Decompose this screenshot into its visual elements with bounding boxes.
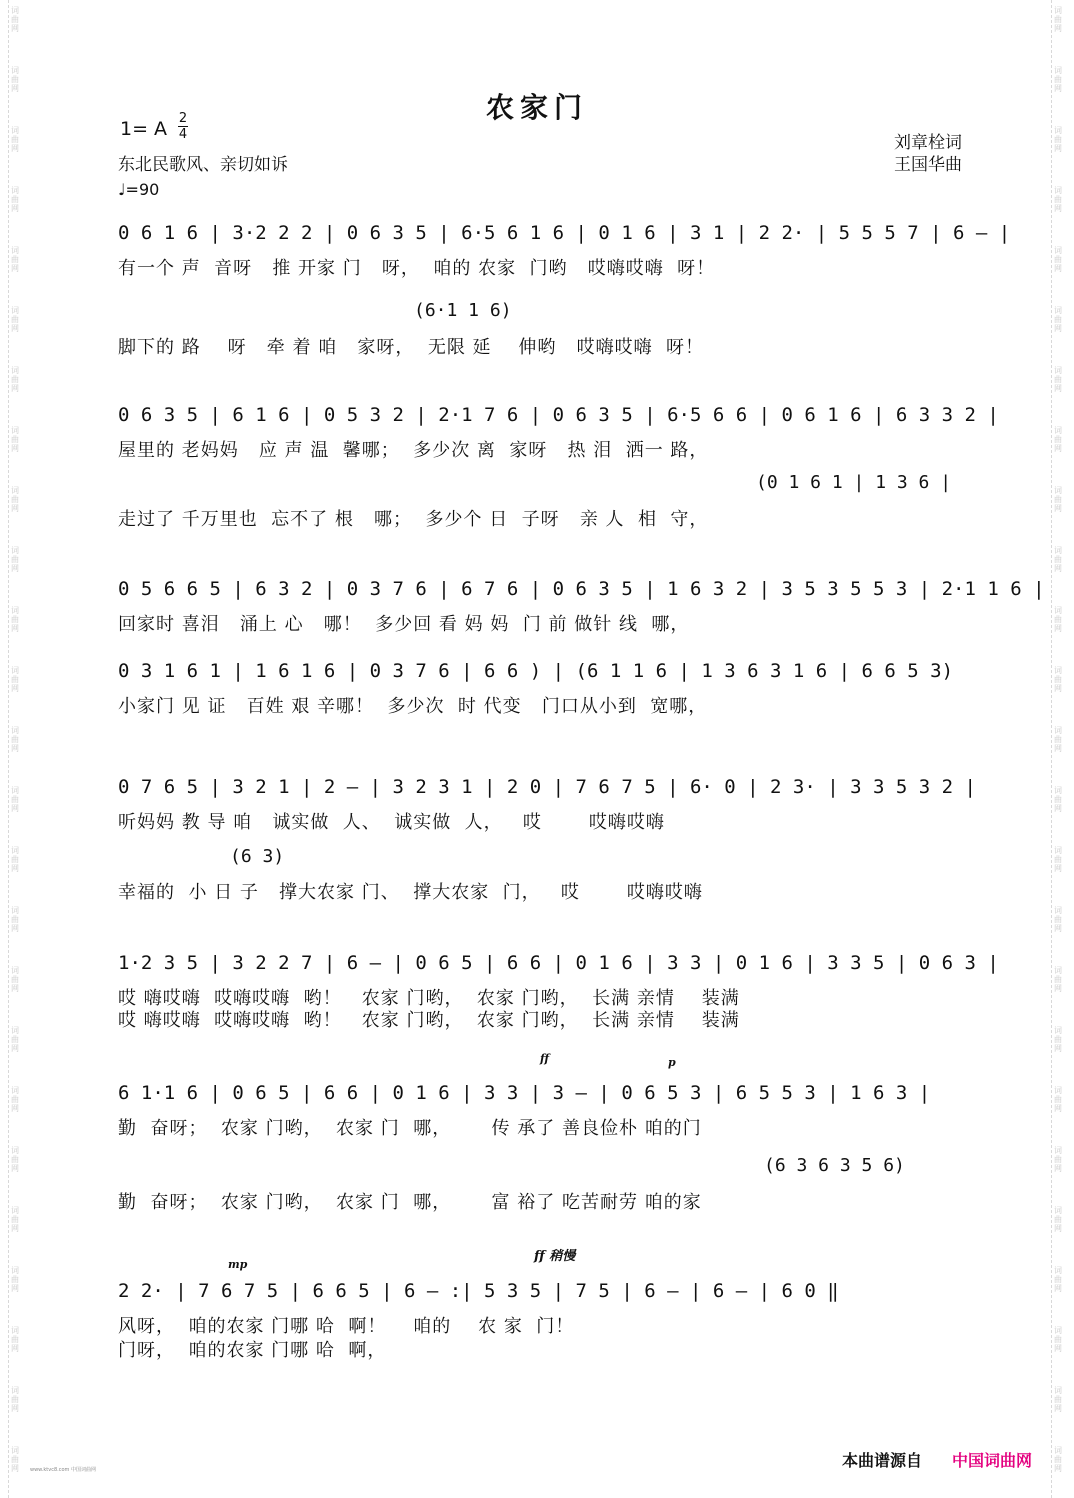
left-watermark-strip xyxy=(8,0,23,1498)
bracketed-notation: (0 1 6 1 | 1 3 6 | xyxy=(756,472,952,493)
watermark-text: 词 曲 网 xyxy=(1054,186,1062,213)
watermark-text: 词 曲 网 xyxy=(11,906,19,933)
source-label: 本曲谱源自 xyxy=(842,1451,923,1470)
right-watermark-strip xyxy=(1051,0,1066,1498)
lyricist-credit: 刘章栓词 xyxy=(894,133,962,153)
style-marking: 东北民歌风、亲切如诉 xyxy=(118,155,288,175)
composer-credit: 王国华曲 xyxy=(894,155,962,175)
bracketed-notation: (6 3 6 3 5 6) xyxy=(764,1155,905,1176)
lyric-line: 哎 嗨哎嗨 哎嗨哎嗨 哟！ 农家 门哟， 农家 门哟， 长满 亲情 装满 xyxy=(118,1010,740,1031)
watermark-text: 词 曲 网 xyxy=(1054,486,1062,513)
key-signature: 1= A xyxy=(120,118,168,140)
lyric-line: 哎 嗨哎嗨 哎嗨哎嗨 哟！ 农家 门哟， 农家 门哟， 长满 亲情 装满 xyxy=(118,988,740,1009)
dynamic-ff-slower: ff 稍慢 xyxy=(534,1249,576,1264)
watermark-text: 词 曲 网 xyxy=(1054,726,1062,753)
watermark-text: 词 曲 网 xyxy=(1054,366,1062,393)
watermark-text: 词 曲 网 xyxy=(11,126,19,153)
time-signature xyxy=(178,112,188,141)
watermark-text: 词 曲 网 xyxy=(1054,1086,1062,1113)
lyric-line: 小家门 见 证 百姓 艰 辛哪！ 多少次 时 代变 门口从小到 宽哪， xyxy=(118,696,708,717)
watermark-text: 词 曲 网 xyxy=(1054,1206,1062,1233)
notation-row: 0 7 6 5 | 3 2 1 | 2 — | 3 2 3 1 | 2 0 | 7 6 7 5 | 6· 0 | 2 3· | 3 3 5 3 2 | xyxy=(118,776,976,798)
watermark-text: 词 曲 网 xyxy=(11,1026,19,1053)
watermark-text: 词 曲 网 xyxy=(1054,246,1062,273)
watermark-text: 词 曲 网 xyxy=(11,306,19,333)
lyric-line: 勤 奋呀； 农家 门哟， 农家 门 哪， 传 承了 善良俭朴 咱的门 xyxy=(118,1118,702,1139)
notation-row: 2 2· | 7 6 7 5 | 6 6 5 | 6 — :| 5 3 5 | 7 5 | 6 — | 6 — | 6 0 ‖ xyxy=(118,1280,839,1302)
dynamic-p: p xyxy=(668,1056,676,1069)
watermark-text: 词 曲 网 xyxy=(1054,306,1062,333)
watermark-text: 词 曲 网 xyxy=(1054,606,1062,633)
lyric-line: 风呀， 咱的农家 门哪 哈 啊！ 咱的 农 家 门！ xyxy=(118,1316,575,1337)
notation-row: 0 6 1 6 | 3·2 2 2 | 0 6 3 5 | 6·5 6 1 6 | 0 1 6 | 3 1 | 2 2· | 5 5 5 7 | 6 — | xyxy=(118,222,1011,244)
watermark-text: 词 曲 网 xyxy=(11,66,19,93)
lyric-line: 脚下的 路 呀 牵 着 咱 家呀， 无限 延 伸哟 哎嗨哎嗨 呀！ xyxy=(118,337,705,358)
lyric-line: 勤 奋呀； 农家 门哟， 农家 门 哪， 富 裕了 吃苦耐劳 咱的家 xyxy=(118,1192,702,1213)
watermark-text: 词 曲 网 xyxy=(11,666,19,693)
watermark-text: 词 曲 网 xyxy=(11,726,19,753)
watermark-text: 词 曲 网 xyxy=(1054,6,1062,33)
watermark-text: 词 曲 网 xyxy=(11,1146,19,1173)
dynamic-mp: mp xyxy=(228,1258,248,1271)
watermark-text: 词 曲 网 xyxy=(1054,66,1062,93)
watermark-text: 词 曲 网 xyxy=(11,1206,19,1233)
song-title: 农家门 xyxy=(485,91,588,124)
dynamic-ff: ff xyxy=(540,1052,550,1065)
watermark-text: 词 曲 网 xyxy=(1054,1146,1062,1173)
watermark-text: 词 曲 网 xyxy=(11,606,19,633)
watermark-text: 词 曲 网 xyxy=(11,6,19,33)
notation-row: 0 3 1 6 1 | 1 6 1 6 | 0 3 7 6 | 6 6 ) | (6 1 1 6 | 1 3 6 3 1 6 | 6 6 5 3) xyxy=(118,660,954,682)
watermark-text: 词 曲 网 xyxy=(11,786,19,813)
watermark-text: 词 曲 网 xyxy=(1054,426,1062,453)
watermark-text: 词 曲 网 xyxy=(11,846,19,873)
watermark-text: 词 曲 网 xyxy=(11,1266,19,1293)
watermark-text: 词 曲 网 xyxy=(1054,1326,1062,1353)
watermark-text: 词 曲 网 xyxy=(1054,966,1062,993)
brand-link[interactable]: 中国词曲网 xyxy=(952,1451,1033,1470)
watermark-text: 词 曲 网 xyxy=(11,1386,19,1413)
tiny-site-text: www.ktvc8.com 中国词曲网 xyxy=(30,1467,97,1473)
notation-row: 6 1·1 6 | 0 6 5 | 6 6 | 0 1 6 | 3 3 | 3 — | 0 6 5 3 | 6 5 5 3 | 1 6 3 | xyxy=(118,1082,931,1104)
notation-row: 1·2 3 5 | 3 2 2 7 | 6 — | 0 6 5 | 6 6 | 0 1 6 | 3 3 | 0 1 6 | 3 3 5 | 0 6 3 | xyxy=(118,952,999,974)
watermark-text: 词 曲 网 xyxy=(1054,1446,1062,1473)
lyric-line: 门呀， 咱的农家 门哪 哈 啊， xyxy=(118,1340,387,1361)
tempo-marking: ♩=90 xyxy=(118,180,160,199)
time-signature-bottom: 4 xyxy=(178,127,188,142)
watermark-text: 词 曲 网 xyxy=(1054,1026,1062,1053)
watermark-text: 词 曲 网 xyxy=(1054,1266,1062,1293)
watermark-text: 词 曲 网 xyxy=(1054,546,1062,573)
watermark-text: 词 曲 网 xyxy=(1054,666,1062,693)
notation-row: 0 5 6 6 5 | 6 3 2 | 0 3 7 6 | 6 7 6 | 0 6 3 5 | 1 6 3 2 | 3 5 3 5 5 3 | 2·1 1 6 | xyxy=(118,578,1045,600)
lyric-line: 回家时 喜泪 涌上 心 哪！ 多少回 看 妈 妈 门 前 做针 线 哪， xyxy=(118,614,690,635)
lyric-line: 有一个 声 音呀 推 开家 门 呀， 咱的 农家 门哟 哎嗨哎嗨 呀！ xyxy=(118,258,716,279)
watermark-text: 词 曲 网 xyxy=(11,966,19,993)
time-signature-top: 2 xyxy=(178,111,188,126)
watermark-text: 词 曲 网 xyxy=(1054,906,1062,933)
notation-row: 0 6 3 5 | 6 1 6 | 0 5 3 2 | 2·1 7 6 | 0 6 3 5 | 6·5 6 6 | 0 6 1 6 | 6 3 3 2 | xyxy=(118,404,999,426)
watermark-text: 词 曲 网 xyxy=(11,546,19,573)
lyric-line: 幸福的 小 日 子 撑大农家 门、 撑大农家 门， 哎 哎嗨哎嗨 xyxy=(118,882,703,903)
watermark-text: 词 曲 网 xyxy=(11,1086,19,1113)
watermark-text: 词 曲 网 xyxy=(11,486,19,513)
lyric-line: 走过了 千万里也 忘不了 根 哪； 多少个 日 子呀 亲 人 相 守， xyxy=(118,509,709,530)
watermark-text: 词 曲 网 xyxy=(11,1446,19,1473)
watermark-text: 词 曲 网 xyxy=(1054,126,1062,153)
watermark-text: 词 曲 网 xyxy=(1054,786,1062,813)
watermark-text: 词 曲 网 xyxy=(1054,1386,1062,1413)
watermark-text: 词 曲 网 xyxy=(11,246,19,273)
lyric-line: 屋里的 老妈妈 应 声 温 馨哪； 多少次 离 家呀 热 泪 洒一 路， xyxy=(118,440,709,461)
lyric-line: 听妈妈 教 导 咱 诚实做 人、 诚实做 人， 哎 哎嗨哎嗨 xyxy=(118,812,665,833)
bracketed-notation: (6 3) xyxy=(230,846,285,867)
bracketed-notation: (6·1 1 6) xyxy=(414,300,512,321)
watermark-text: 词 曲 网 xyxy=(11,1326,19,1353)
watermark-text: 词 曲 网 xyxy=(11,366,19,393)
watermark-text: 词 曲 网 xyxy=(11,186,19,213)
watermark-text: 词 曲 网 xyxy=(1054,846,1062,873)
watermark-text: 词 曲 网 xyxy=(11,426,19,453)
